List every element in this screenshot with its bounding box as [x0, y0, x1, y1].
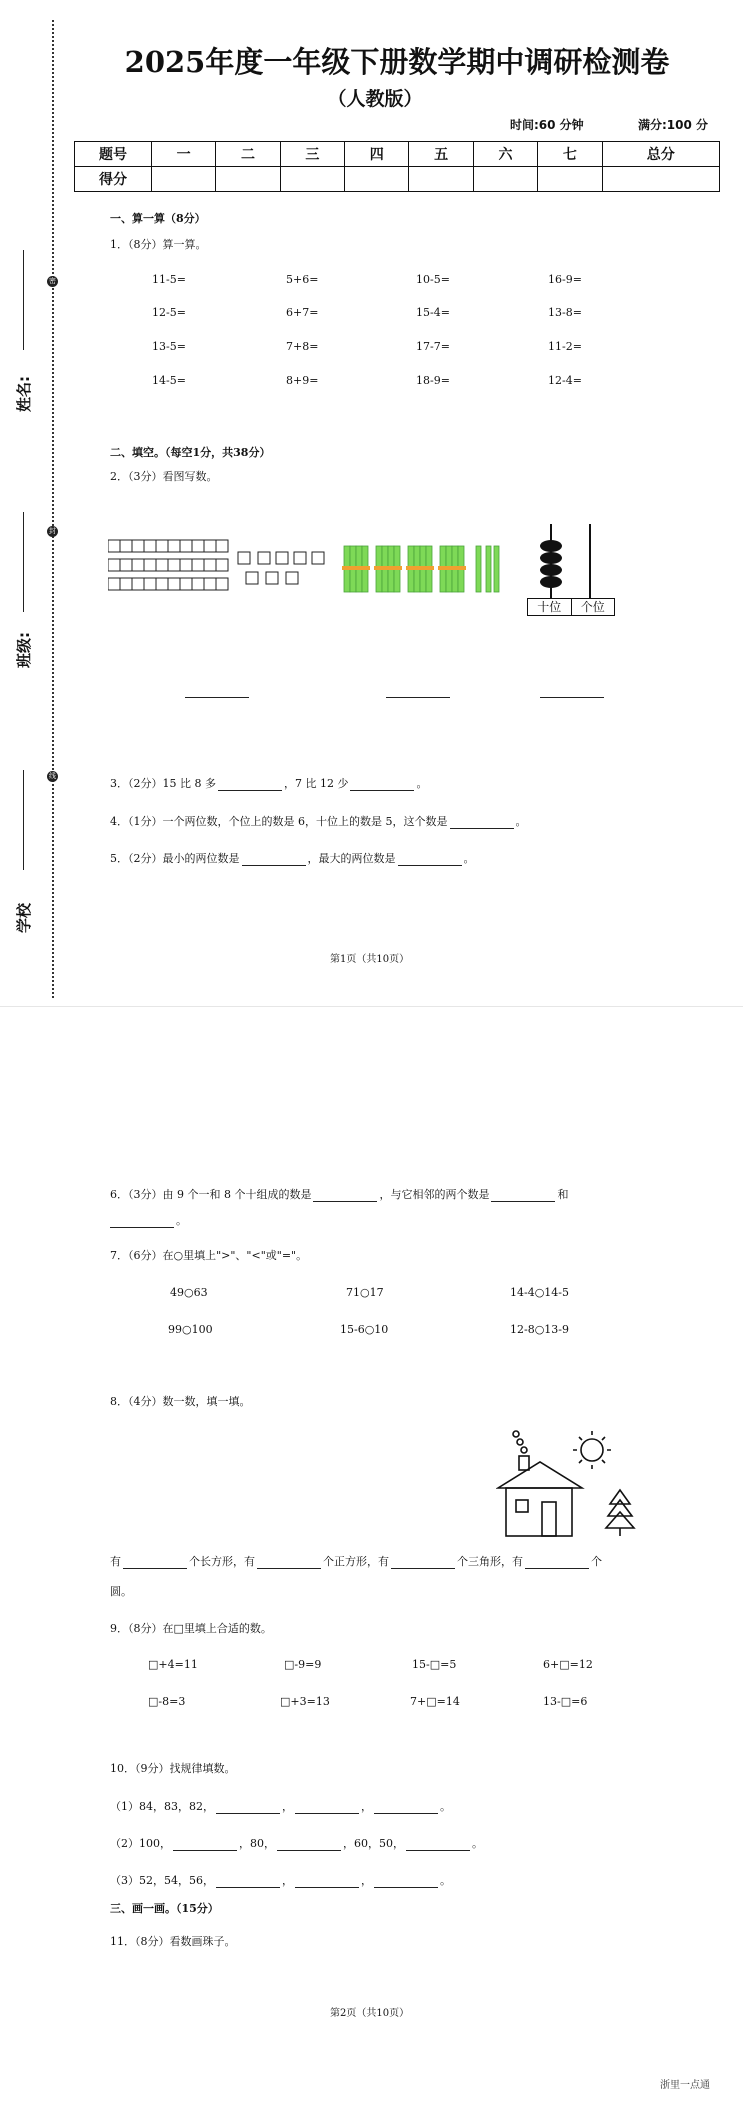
calc-item: 14-5=	[152, 374, 186, 387]
score-header-cell: 一	[152, 142, 216, 167]
fill-box-item[interactable]: 7+□=14	[410, 1695, 460, 1708]
answer-blank[interactable]	[450, 816, 514, 829]
ten-rod	[108, 559, 228, 571]
score-cell[interactable]	[409, 167, 473, 192]
answer-blank[interactable]	[277, 1838, 341, 1851]
abacus-tens-label: 十位	[528, 599, 572, 615]
score-header-cell: 四	[345, 142, 409, 167]
compare-item[interactable]: 14-4○14-5	[510, 1286, 570, 1299]
section3-title: 三、画一画。（15分）	[110, 1902, 219, 1915]
section2-title: 二、填空。（每空1分，共38分）	[110, 446, 271, 459]
calc-item: 17-7=	[416, 340, 450, 353]
name-label: 姓名:	[15, 376, 33, 412]
class-label: 班级:	[15, 632, 33, 668]
figure-base-ten-blocks	[108, 538, 326, 594]
score-table-header-row	[75, 142, 720, 167]
question-2: 2．（3分）看图写数。	[110, 470, 218, 483]
fill-box-item[interactable]: 6+□=12	[543, 1658, 593, 1671]
question-5: 5．（2分）最小的两位数是 ，最大的两位数是 。	[110, 852, 475, 865]
section1-title: 一、算一算（8分）	[110, 212, 206, 225]
abacus-ones-label: 个位	[580, 600, 605, 614]
calc-item: 11-2=	[548, 340, 582, 353]
question-3: 3．（2分）15 比 8 多 ，7 比 12 少 。	[110, 777, 428, 790]
answer-blank[interactable]	[374, 1801, 438, 1814]
answer-blank[interactable]	[313, 1189, 377, 1202]
answer-blank[interactable]	[391, 1556, 455, 1569]
score-table	[74, 141, 720, 192]
calc-item: 6+7=	[286, 306, 319, 319]
answer-blank[interactable]	[216, 1875, 280, 1888]
score-header-cell: 三	[280, 142, 344, 167]
seal-mark-feng: 封	[49, 527, 56, 535]
question-10-3: （3）52，54，56， ， ， 。	[110, 1874, 451, 1887]
calc-item: 12-5=	[152, 306, 186, 319]
school-line[interactable]	[23, 770, 24, 870]
answer-line[interactable]	[386, 697, 450, 698]
fill-box-item[interactable]: 15-□=5	[412, 1658, 457, 1671]
fill-box-item[interactable]: □-8=3	[148, 1695, 186, 1708]
question-10-1: （1）84，83，82， ， ， 。	[110, 1800, 451, 1813]
calc-item: 16-9=	[548, 273, 582, 286]
answer-line[interactable]	[540, 697, 604, 698]
question-6: 6．（3分）由 9 个一和 8 个十组成的数是 ，与它相邻的两个数是 和	[110, 1188, 569, 1201]
answer-blank[interactable]	[173, 1838, 237, 1851]
answer-blank[interactable]	[350, 778, 414, 791]
compare-item[interactable]: 49○63	[170, 1286, 208, 1299]
calc-item: 13-8=	[548, 306, 582, 319]
answer-blank[interactable]	[216, 1801, 280, 1814]
fill-box-item[interactable]: □+3=13	[280, 1695, 330, 1708]
score-cell[interactable]	[473, 167, 537, 192]
score-header-cell: 题号	[75, 142, 152, 167]
calc-item: 12-4=	[548, 374, 582, 387]
answer-line[interactable]	[185, 697, 249, 698]
question-8: 8．（4分）数一数，填一填。	[110, 1395, 251, 1408]
class-line[interactable]	[23, 512, 24, 612]
score-cell[interactable]	[538, 167, 602, 192]
seal-mark-xian: 线	[49, 772, 56, 780]
calc-item: 18-9=	[416, 374, 450, 387]
question-9: 9．（8分）在□里填上合适的数。	[110, 1622, 272, 1635]
question-8-fill-cont: 圆。	[110, 1585, 132, 1598]
score-cell[interactable]	[602, 167, 719, 192]
ten-rod	[108, 540, 228, 552]
calc-item: 8+9=	[286, 374, 319, 387]
fill-box-item[interactable]: □-9=9	[284, 1658, 322, 1671]
score-cell[interactable]	[345, 167, 409, 192]
question-7: 7．（6分）在○里填上">"、"<"或"="。	[110, 1249, 308, 1262]
answer-blank[interactable]	[406, 1838, 470, 1851]
calc-item: 5+6=	[286, 273, 319, 286]
score-header-cell: 总分	[602, 142, 719, 167]
score-table-score-row	[75, 167, 720, 192]
calc-item: 15-4=	[416, 306, 450, 319]
answer-blank[interactable]	[295, 1801, 359, 1814]
exam-full-score: 满分:100 分	[638, 118, 709, 132]
answer-blank[interactable]	[123, 1556, 187, 1569]
compare-item[interactable]: 15-6○10	[340, 1323, 389, 1336]
score-header-cell: 七	[538, 142, 602, 167]
calc-item: 10-5=	[416, 273, 450, 286]
score-cell[interactable]	[280, 167, 344, 192]
score-header-cell: 二	[216, 142, 280, 167]
seal-mark-mi: 密	[49, 277, 56, 285]
score-cell[interactable]	[152, 167, 216, 192]
question-10: 10．（9分）找规律填数。	[110, 1762, 236, 1775]
answer-blank[interactable]	[257, 1556, 321, 1569]
answer-blank[interactable]	[374, 1875, 438, 1888]
watermark: 浙里一点通	[660, 2080, 710, 2091]
answer-blank[interactable]	[110, 1215, 174, 1228]
calc-item: 7+8=	[286, 340, 319, 353]
page-subtitle: （人教版）	[327, 88, 423, 110]
page-separator	[0, 1006, 743, 1007]
ten-rod	[108, 578, 228, 590]
answer-blank[interactable]	[398, 853, 462, 866]
question-6-cont: 。	[108, 1212, 187, 1228]
question-1: 1．（8分）算一算。	[110, 238, 207, 251]
compare-item[interactable]: 12-8○13-9	[510, 1323, 570, 1336]
calc-item: 11-5=	[152, 273, 186, 286]
figure-stick-bundles	[340, 544, 500, 596]
answer-blank[interactable]	[491, 1189, 555, 1202]
question-8-fill: 有 个长方形，有 个正方形，有 个三角形，有 个	[110, 1555, 602, 1568]
question-11: 11．（8分）看数画珠子。	[110, 1935, 236, 1948]
figure-house-sun-tree	[496, 1426, 642, 1538]
figure-abacus	[527, 522, 615, 618]
question-10-2: （2）100， ，80， ，60，50， 。	[110, 1837, 483, 1850]
binding-dotted-line	[52, 20, 54, 998]
calc-item: 13-5=	[152, 340, 186, 353]
compare-item[interactable]: 71○17	[346, 1286, 384, 1299]
answer-blank[interactable]	[295, 1875, 359, 1888]
page-2-footer: 第2页（共10页）	[330, 2008, 410, 2019]
question-4: 4．（1分）一个两位数，个位上的数是 6，十位上的数是 5，这个数是 。	[110, 815, 527, 828]
page-title: 2025年度一年级下册数学期中调研检测卷	[124, 45, 670, 79]
answer-blank[interactable]	[242, 853, 306, 866]
exam-time: 时间:60 分钟	[510, 118, 584, 132]
name-line[interactable]	[23, 250, 24, 350]
answer-blank[interactable]	[218, 778, 282, 791]
answer-blank[interactable]	[525, 1556, 589, 1569]
score-cell[interactable]	[216, 167, 280, 192]
score-row-label: 得分	[75, 167, 152, 192]
page-1-footer: 第1页（共10页）	[330, 954, 410, 965]
school-label: 学校	[15, 902, 33, 933]
fill-box-item[interactable]: 13-□=6	[543, 1695, 588, 1708]
compare-item[interactable]: 99○100	[168, 1323, 213, 1336]
score-header-cell: 六	[473, 142, 537, 167]
fill-box-item[interactable]: □+4=11	[148, 1658, 198, 1671]
score-header-cell: 五	[409, 142, 473, 167]
